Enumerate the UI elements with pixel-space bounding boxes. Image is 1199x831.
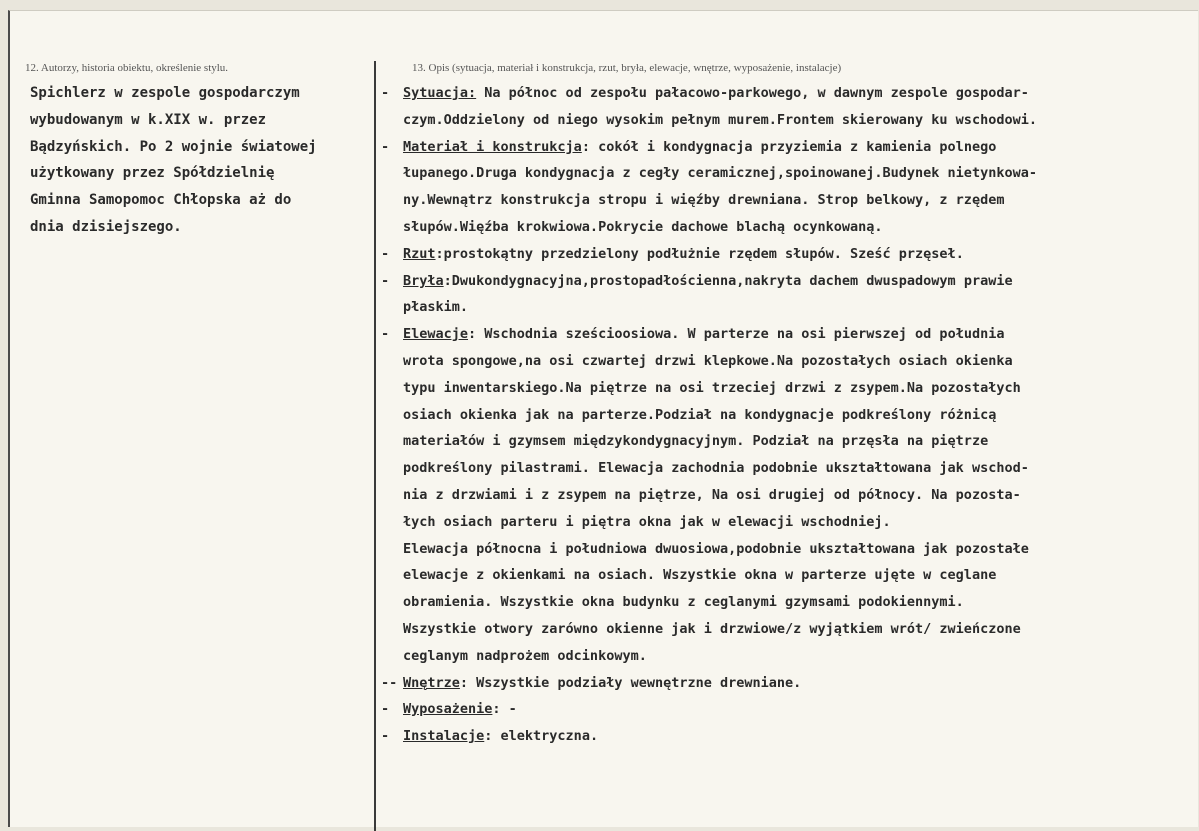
continuation-text: płaskim. (403, 299, 469, 316)
continuation-text: osiach okienka jak na parterze.Podział na kondygnacje podkreślony różnicą (403, 406, 997, 423)
continuation-text: ny.Wewnątrz konstrukcja stropu i więźby drewniana. Strop belkowy, z rzędem (403, 192, 1005, 209)
continuation-text: ceglanym nadprożem odcinkowym. (403, 647, 647, 664)
column-divider (374, 61, 376, 831)
section-continuation (381, 107, 1191, 134)
section-continuation (381, 536, 1191, 563)
continuation-text: czym.Oddzielony od niego wysokim pełnym murem.Frontem skierowany ku wschodowi. (403, 111, 1037, 128)
continuation-text: Wszystkie otwory zarówno okienne jak i drzwiowe/z wyjątkiem wrót/ zwieńczone (403, 620, 1021, 637)
section-continuation (381, 402, 1191, 429)
section-continuation (381, 482, 1191, 509)
section-continuation (381, 187, 1191, 214)
section-label: Rzut (403, 245, 436, 262)
bullet-dash: - (381, 701, 390, 718)
continuation-text: podkreślony pilastrami. Elewacja zachodnia podobnie ukształtowana jak wschod- (403, 460, 1029, 477)
continuation-text: materiałów i gzymsem międzykondygnacyjnym. Podział na przęsła na piętrze (403, 433, 989, 450)
history-line: dnia dzisiejszego. (30, 218, 182, 235)
bullet-dash: - (381, 245, 390, 262)
section-continuation (381, 589, 1191, 616)
section-continuation (381, 616, 1191, 643)
history-line: użytkowany przez Spółdzielnię (30, 165, 275, 182)
bullet-dash: - (381, 326, 390, 343)
section-continuation (381, 214, 1191, 241)
section-text: :Dwukondygnacyjna,prostopadłościenna,nakryta dachem dwuspadowym prawie (443, 272, 1013, 289)
section-continuation (381, 643, 1191, 670)
section-text: : cokół i kondygnacja przyziemia z kamienia polnego (581, 138, 997, 155)
section-continuation (381, 375, 1191, 402)
section-continuation (381, 428, 1191, 455)
section-label: Elewacje (403, 326, 469, 343)
section-label: Bryła (403, 272, 444, 289)
continuation-text: nia z drzwiami i z zsypem na piętrze, Na osi drugiej od północy. Na pozosta- (403, 486, 1021, 503)
section-text: :prostokątny przedzielony podłużnie rzędem słupów. Sześć przęseł. (435, 245, 964, 262)
section-label: Sytuacja: (403, 85, 477, 101)
continuation-text: elewacje z okienkami na osiach. Wszystkie okna w parterze ujęte w ceglane (403, 567, 997, 584)
section-row (381, 321, 1191, 348)
section-text: : Wszystkie podziały wewnętrzne drewniane. (459, 674, 802, 691)
section-row (381, 268, 1191, 295)
section-text: : elektryczna. (484, 728, 599, 745)
history-text (30, 80, 360, 241)
history-line: Bądzyńskich. Po 2 wojnie światowej (30, 138, 317, 155)
section-row (381, 134, 1191, 161)
bullet-dash: - (381, 272, 390, 289)
continuation-text: Elewacja północna i południowa dwuosiowa,podobnie ukształtowana jak pozostałe (403, 540, 1029, 557)
section-continuation (381, 562, 1191, 589)
continuation-text: wrota spongowe,na osi czwartej drzwi klepkowe.Na pozostałych osiach okienka (403, 352, 1013, 369)
section-row (381, 241, 1191, 268)
section-text: : Wschodnia sześcioosiowa. W parterze na osi pierwszej od południa (468, 326, 1005, 343)
history-line: wybudowanym w k.XIX w. przez (30, 111, 267, 128)
section-continuation (381, 348, 1191, 375)
section-row (381, 80, 1191, 107)
left-column-header: 12. Autorzy, historia obiektu, określenie stylu. (25, 62, 229, 74)
section-continuation (381, 294, 1191, 321)
history-line: Gminna Samopomoc Chłopska aż do (30, 192, 292, 209)
section-row (381, 670, 1191, 697)
section-label: Wnętrze (403, 674, 460, 691)
description-text (381, 80, 1191, 750)
section-label: Wyposażenie (403, 701, 493, 718)
continuation-text: słupów.Więźba krokwiowa.Pokrycie dachowe blachą ocynkowaną. (403, 218, 883, 235)
right-column-header: 13. Opis (sytuacja, materiał i konstrukcja, rzut, bryła, elewacje, wnętrze, wyposażenie, instalacje) (412, 62, 842, 74)
continuation-text: typu inwentarskiego.Na piętrze na osi trzeciej drzwi z zsypem.Na pozostałych (403, 379, 1021, 396)
history-line: Spichlerz w zespole gospodarczym (30, 85, 300, 101)
section-row (381, 723, 1191, 750)
section-label: Materiał i konstrukcja (403, 138, 582, 155)
continuation-text: łupanego.Druga kondygnacja z cegły ceramicznej,spoinowanej.Budynek nietynkowa- (403, 165, 1037, 182)
continuation-text: obramienia. Wszystkie okna budynku z ceglanymi gzymsami podokiennymi. (403, 594, 964, 611)
bullet-dash: - (381, 138, 390, 155)
bullet-dash: - (381, 85, 390, 101)
section-label: Instalacje (403, 728, 485, 745)
section-text: Na północ od zespołu pałacowo-parkowego, w dawnym zespole gospodar- (476, 85, 1029, 101)
section-continuation (381, 160, 1191, 187)
section-continuation (381, 509, 1191, 536)
continuation-text: łych osiach parteru i piętra okna jak w elewacji wschodniej. (403, 513, 891, 530)
section-row (381, 696, 1191, 723)
section-text: : - (492, 701, 517, 718)
bullet-dash: -- (381, 674, 398, 691)
section-continuation (381, 455, 1191, 482)
bullet-dash: - (381, 728, 390, 745)
